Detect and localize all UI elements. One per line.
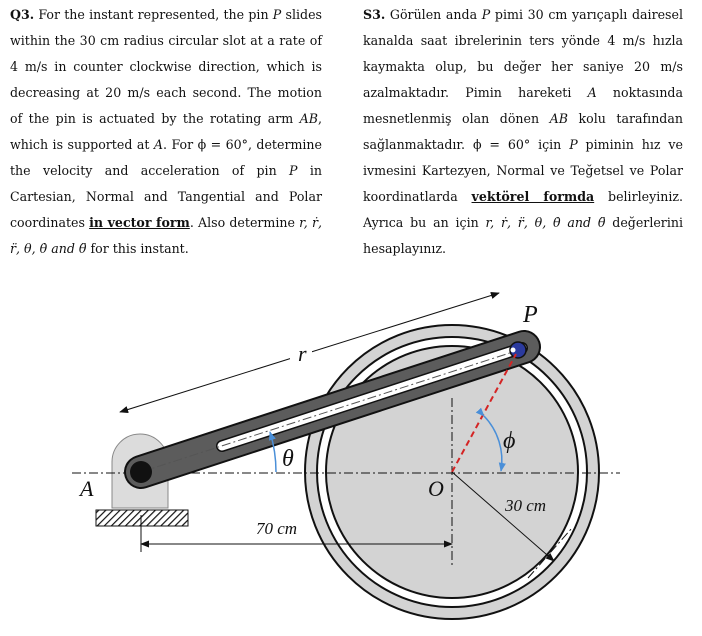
question-turkish: S3. Görülen anda P pimi 30 cm yarıçaplı dairesel kanalda saat ibrelerinin ters yönde 4 m/s hızla kaymakta olup, bu değer her saniye 20 m/s azalmaktadır. Pimin hareketi A noktasında mesnetlenmiş olan dönen AB kolu tarafından sağlanmaktadır. ϕ = 60° için P piminin hız ve ivmesini Kartezyen, Normal ve Teğetsel ve Polar koordinatlarda vektörel formda belirleyiniz. Ayrıca bu an için r, ṙ, r̈, θ, θ̇ and θ̈ değerlerini hesaplayınız. xyxy=(363,7,683,256)
pin-p xyxy=(510,342,526,358)
label-phi: ϕ xyxy=(503,428,516,454)
label-theta: θ xyxy=(282,446,294,472)
mechanism-diagram xyxy=(0,270,702,636)
pivot-a xyxy=(130,461,152,483)
emphasis-vector-form: in vector form xyxy=(89,215,190,230)
label-a: A xyxy=(80,476,94,501)
emphasis-vector-form: vektörel formda xyxy=(471,189,595,204)
label-radius: 30 cm xyxy=(505,496,547,515)
label-p: P xyxy=(523,302,538,328)
label-horizontal: 70 cm xyxy=(256,519,298,538)
question-label: S3. xyxy=(363,7,386,22)
question-english: Q3. For the instant represented, the pin P slides within the 30 cm radius circular slot at a rate of 4 m/s in counter clockwise direction, which is decreasing at 20 m/s each second. The motion of the pin is actuated by the rotating arm AB, which is supported at A. For ϕ = 60°, determine the velocity and acceleration of pin P in Cartesian, Normal and Tangential and Polar coordinates in vector form. Also determine r, ṙ, r̈, θ, θ̇ and θ̈ for this instant. xyxy=(10,7,322,256)
label-o: O xyxy=(428,476,444,501)
question-label: Q3. xyxy=(10,7,35,22)
label-r: r xyxy=(298,341,307,366)
